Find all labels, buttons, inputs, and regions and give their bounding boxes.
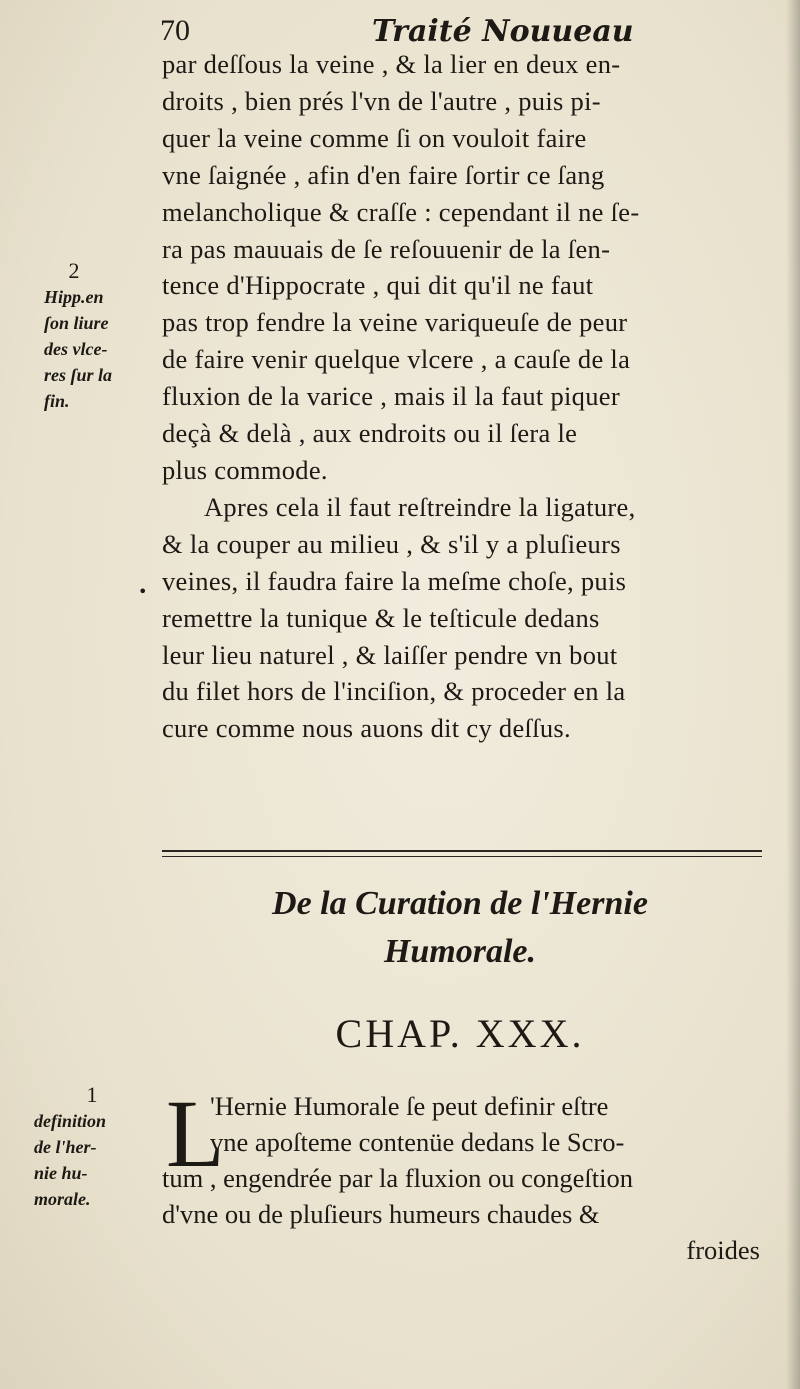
body-line: du filet hors de l'inciſion, & proceder en la: [162, 676, 626, 707]
body-line: cure comme nous auons dit cy deſſus.: [162, 713, 571, 744]
margin-note-number: 1: [86, 1082, 98, 1107]
body-line: plus commode.: [162, 454, 328, 485]
margin-note-definition: [34, 1082, 150, 1212]
margin-note-line: ſon liure: [44, 313, 109, 333]
margin-note-line: definition: [34, 1111, 107, 1131]
body-line: deçà & delà , aux endroits ou il ſera le: [162, 418, 578, 449]
body-line: & la couper au milieu , & s'il y a pluſieurs: [162, 528, 621, 559]
drop-cap: L: [166, 1080, 225, 1187]
margin-note-line: nie hu-: [34, 1163, 88, 1183]
chapter-line: vne apoſteme contenüe dedans le Scro-: [210, 1127, 625, 1157]
running-title: Traité Nouueau: [372, 14, 634, 49]
chapter-number: CHAP. XXX.: [335, 1011, 585, 1056]
page-edge-shadow: [786, 0, 800, 1389]
margin-note-number: 2: [68, 258, 80, 283]
body-line: ra pas mauuais de ſe reſouuenir de la ſen-: [162, 233, 611, 264]
chapter-title-line: Humorale.: [383, 933, 537, 970]
margin-note-line: Hipp.en: [44, 287, 104, 307]
section-divider: [162, 850, 762, 857]
chapter-line: 'Hernie Humorale ſe peut definir eſtre: [210, 1091, 609, 1121]
chapter-title: [160, 880, 760, 976]
margin-note-line: morale.: [34, 1189, 91, 1209]
body-line: melancholique & craſſe : cependant il ne ſe-: [162, 196, 640, 227]
body-line: veines, il faudra faire la meſme choſe, puis: [162, 565, 627, 596]
body-line: quer la veine comme ſi on vouloit faire: [162, 122, 587, 153]
body-line: Apres cela il faut reſtreindre la ligature,: [204, 491, 636, 522]
body-line: fluxion de la varice , mais il la faut piquer: [162, 381, 620, 412]
margin-note-line: res ſur la: [44, 365, 113, 385]
body-line: leur lieu naturel , & laiſſer pendre vn bout: [162, 639, 618, 670]
chapter-text: [162, 1080, 766, 1268]
body-line: par deſſous la veine , & la lier en deux en-: [162, 49, 621, 79]
chapter-line: d'vne ou de pluſieurs humeurs chaudes &: [162, 1199, 600, 1229]
body-line: droits , bien prés l'vn de l'autre , puis pi-: [162, 85, 601, 116]
margin-note-hippocrates: [44, 258, 156, 414]
margin-note-line: des vlce-: [44, 339, 108, 359]
margin-note-line: fin.: [44, 391, 70, 411]
body-text: [162, 46, 770, 747]
chapter-line: froides: [686, 1235, 760, 1265]
margin-note-line: de l'her-: [34, 1137, 97, 1157]
chapter-title-line: De la Curation de l'Hernie: [272, 885, 648, 922]
chapter-line: tum , engendrée par la fluxion ou congeſtion: [162, 1163, 633, 1193]
body-line: remettre la tunique & le teſticule dedans: [162, 602, 600, 633]
paragraph-mark-icon: •: [138, 582, 148, 601]
page-number: 70: [160, 14, 190, 47]
body-line: vne ſaignée , afin d'en faire ſortir ce ſang: [162, 159, 605, 190]
body-line: de faire venir quelque vlcere , a cauſe de la: [162, 344, 631, 375]
body-line: pas trop fendre la veine variqueuſe de peur: [162, 307, 628, 338]
body-line: tence d'Hippocrate , qui dit qu'il ne faut: [162, 270, 594, 301]
